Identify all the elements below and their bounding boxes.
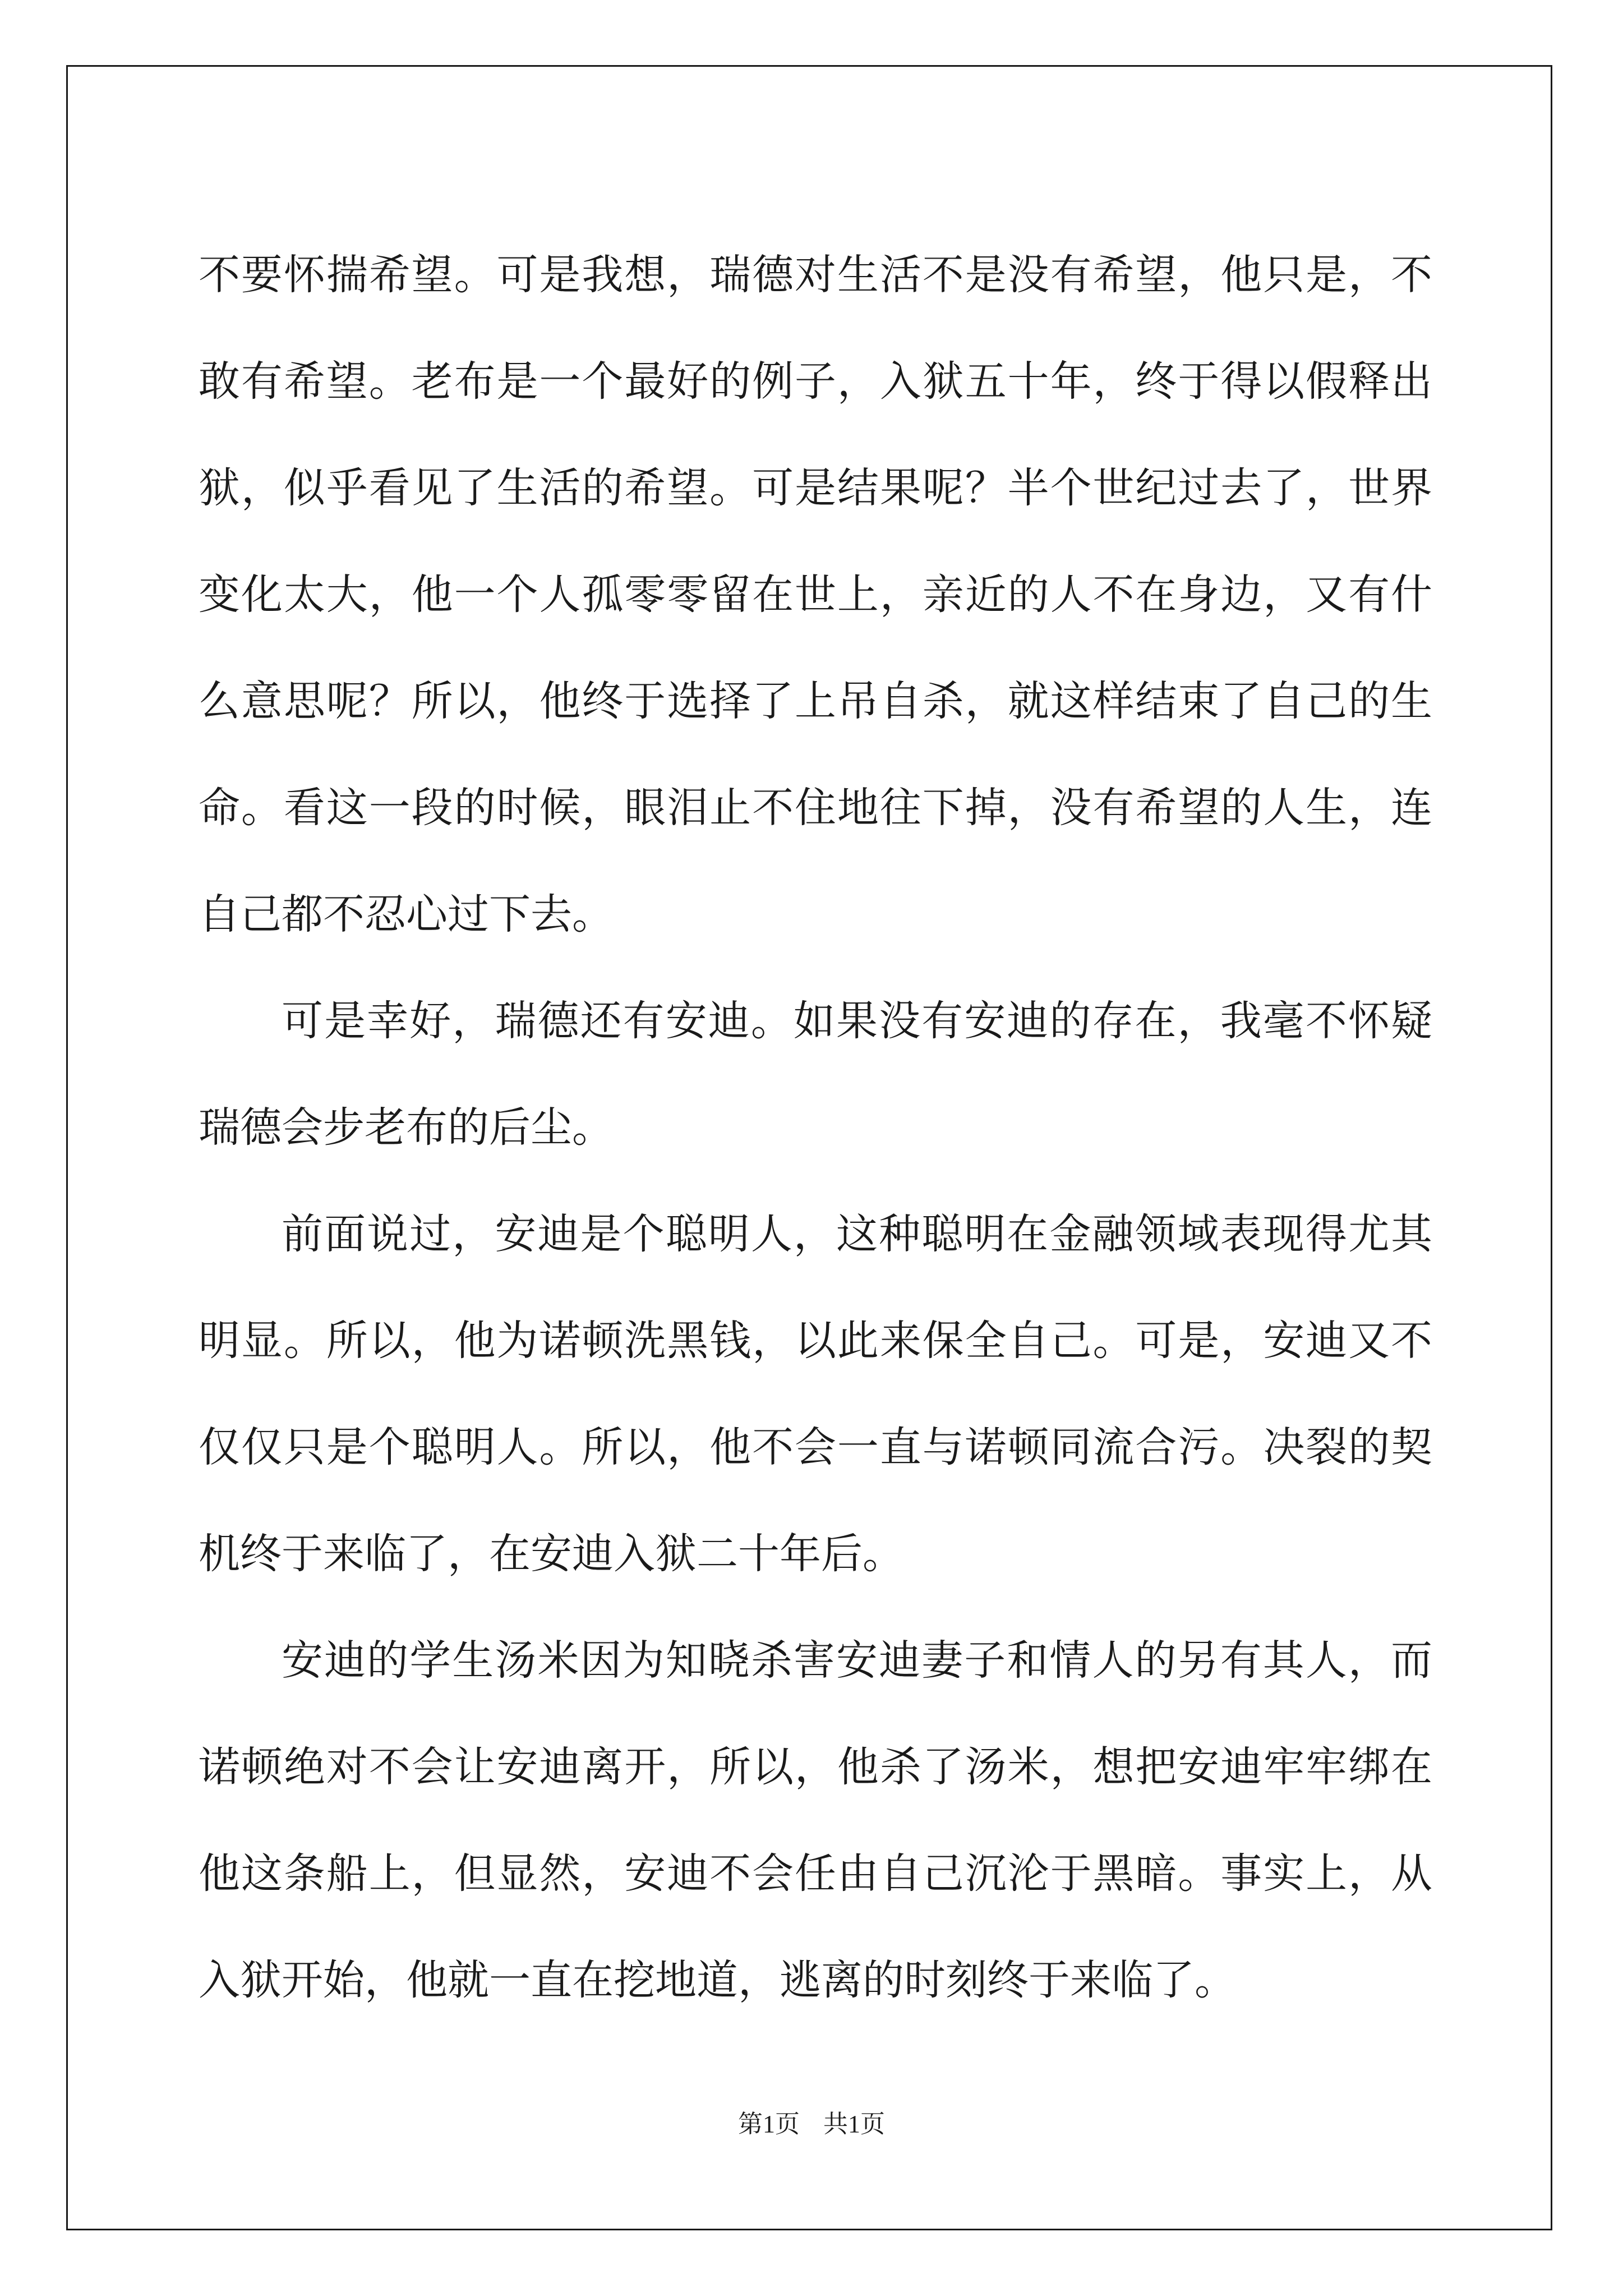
page-number: 第1页 [738, 2110, 800, 2138]
page-total: 共1页 [823, 2110, 885, 2138]
paragraph-4: 安迪的学生汤米因为知晓杀害安迪妻子和情人的另有其人，而诺顿绝对不会让安迪离开，所以，他杀了汤米，想把安迪牢牢绑在他这条船上，但显然，安迪不会任由自己沉沦于黑暗。事实上，从入狱开始，他就一直在挖地道，逃离的时刻终于来临了。 [199, 1636, 1432, 2004]
page-footer [0, 2104, 1623, 2139]
paragraph-2: 可是幸好，瑞德还有安迪。如果没有安迪的存在，我毫不怀疑瑞德会步老布的后尘。 [199, 997, 1432, 1152]
paragraph-3: 前面说过，安迪是个聪明人，这种聪明在金融领域表现得尤其明显。所以，他为诺顿洗黑钱，以此来保全自己。可是，安迪又不仅仅只是个聪明人。所以，他不会一直与诺顿同流合污。决裂的契机终于来临了，在安迪入狱二十年后。 [199, 1210, 1432, 1578]
paragraph-1: 不要怀揣希望。可是我想，瑞德对生活不是没有希望，他只是，不敢有希望。老布是一个最好的例子，入狱五十年，终于得以假释出狱，似乎看见了生活的希望。可是结果呢？半个世纪过去了，世界变化太大，他一个人孤零零留在世上，亲近的人不在身边，又有什么意思呢？所以，他终于选择了上吊自杀，就这样结束了自己的生命。看这一段的时候，眼泪止不住地往下掉，没有希望的人生，连自己都不忍心过下去。 [199, 251, 1432, 938]
document-body [199, 222, 1432, 2033]
